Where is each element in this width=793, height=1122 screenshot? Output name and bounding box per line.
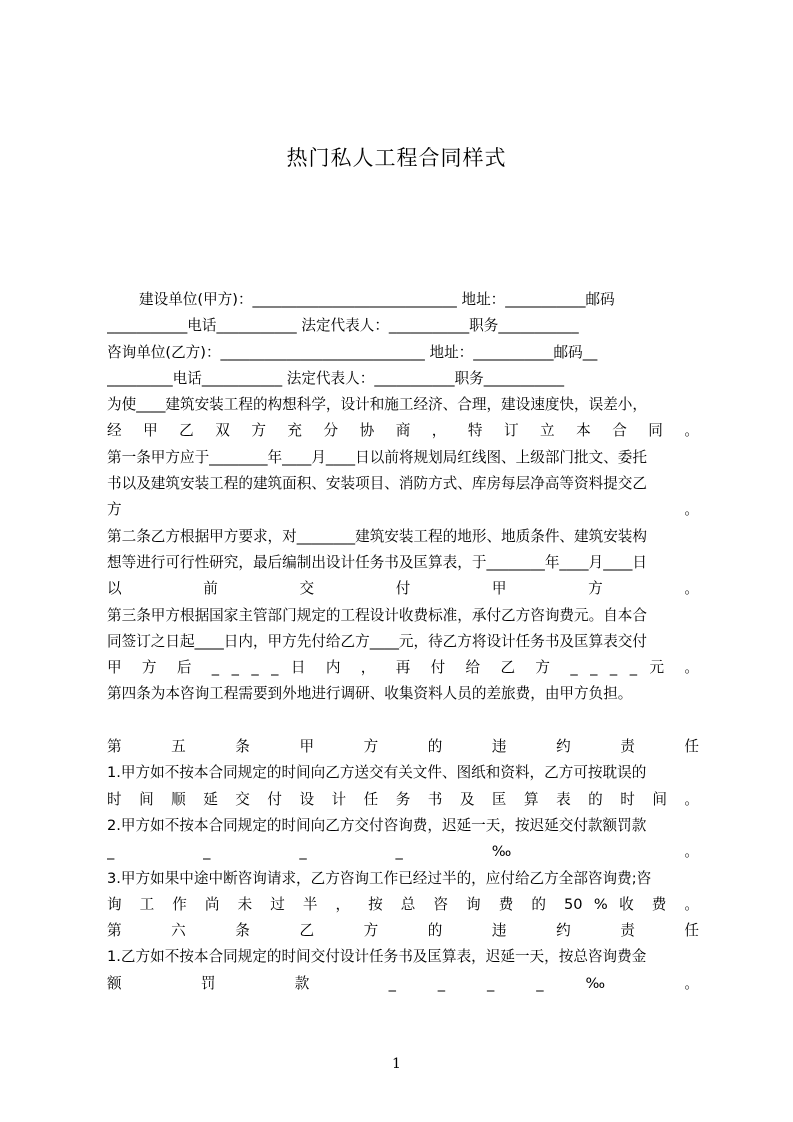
article-6-item-1-line-1: 1.乙方如不按本合同规定的时间交付设计任务书及匡算表，迟延一天，按总咨询费金 bbox=[107, 948, 647, 966]
article-1-line-3: 方 。 bbox=[107, 501, 699, 519]
article-3-line-3: 甲 方 后 _ _ _ _ 日 内 ， 再 付 给 乙 方 _ _ _ _ 元 。 bbox=[107, 659, 699, 677]
article-1-line-2: 书以及建筑安装工程的建筑面积、安装项目、消防方式、库房每层净高等资料提交乙 bbox=[107, 475, 647, 493]
article-3-line-1: 第三条甲方根据国家主管部门规定的工程设计收费标准，承付乙方咨询费元。自本合 bbox=[107, 606, 647, 624]
article-2-line-2: 想等进行可行性研究，最后编制出设计任务书及匡算表，于________年____月____日 bbox=[107, 553, 647, 571]
party-b-line-2: _________电话___________ 法定代表人：___________职务___________ bbox=[107, 369, 565, 387]
article-5-item-1-line-1: 1.甲方如不按本合同规定的时间向乙方送交有关文件、图纸和资料，乙方可按耽误的 bbox=[107, 764, 647, 782]
article-1-line-1: 第一条甲方应于________年____月____日以前将规划局红线图、上级部门批文、委托 bbox=[107, 448, 647, 466]
article-5-item-2-line-1: 2.甲方如不按本合同规定的时间向乙方交付咨询费，迟延一天，按迟延交付款额罚款 bbox=[107, 816, 647, 834]
article-5-heading: 第 五 条 甲 方 的 违 约 责 任 bbox=[107, 738, 699, 756]
article-6-heading: 第 六 条 乙 方 的 违 约 责 任 bbox=[107, 922, 699, 940]
article-3-line-2: 同签订之日起____日内，甲方先付给乙方____元，待乙方将设计任务书及匡算表交付 bbox=[107, 632, 647, 650]
party-a-line-1: 建设单位(甲方)：____________________________ 地址：___________邮码 bbox=[139, 291, 615, 308]
document-title: 热门私人工程合同样式 bbox=[286, 146, 507, 170]
article-5-item-3-line-2: 询 工 作 尚 未 过 半 ， 按 总 咨 询 费 的 50 % 收 费 。 bbox=[107, 895, 699, 913]
contract-body bbox=[107, 287, 699, 997]
article-6-item-1-line-2: 额 罚 款 _ _ _ _ ‰ 。 bbox=[107, 974, 699, 992]
article-5-item-2-line-2: _ _ _ _ ‰ 。 bbox=[107, 843, 699, 861]
blank-line bbox=[107, 708, 699, 734]
article-4-line-1: 第四条为本咨询工程需要到外地进行调研、收集资料人员的差旅费，由甲方负担。 bbox=[107, 685, 633, 703]
article-2-line-1: 第二条乙方根据甲方要求，对________建筑安装工程的地形、地质条件、建筑安装构 bbox=[107, 527, 647, 545]
page-number: 1 bbox=[392, 1056, 401, 1072]
article-5-item-3-line-1: 3.甲方如果中途中断咨询请求，乙方咨询工作已经过半的，应付给乙方全部咨询费;咨 bbox=[107, 869, 652, 887]
preamble-line-1: 为使____建筑安装工程的构想科学，设计和施工经济、合理，建设速度快，误差小， bbox=[107, 396, 647, 414]
preamble-line-2: 经 甲 乙 双 方 充 分 协 商 ， 特 订 立 本 合 同 。 bbox=[107, 422, 699, 440]
article-5-item-1-line-2: 时 间 顺 延 交 付 设 计 任 务 书 及 匡 算 表 的 时 间 。 bbox=[107, 790, 699, 808]
party-a-line-2: ___________电话___________ 法定代表人：___________职务___________ bbox=[107, 317, 579, 335]
article-2-line-3: 以 前 交 付 甲 方 。 bbox=[107, 580, 699, 598]
party-b-line-1: 咨询单位(乙方)：____________________________ 地址：___________邮码__ bbox=[107, 343, 598, 361]
